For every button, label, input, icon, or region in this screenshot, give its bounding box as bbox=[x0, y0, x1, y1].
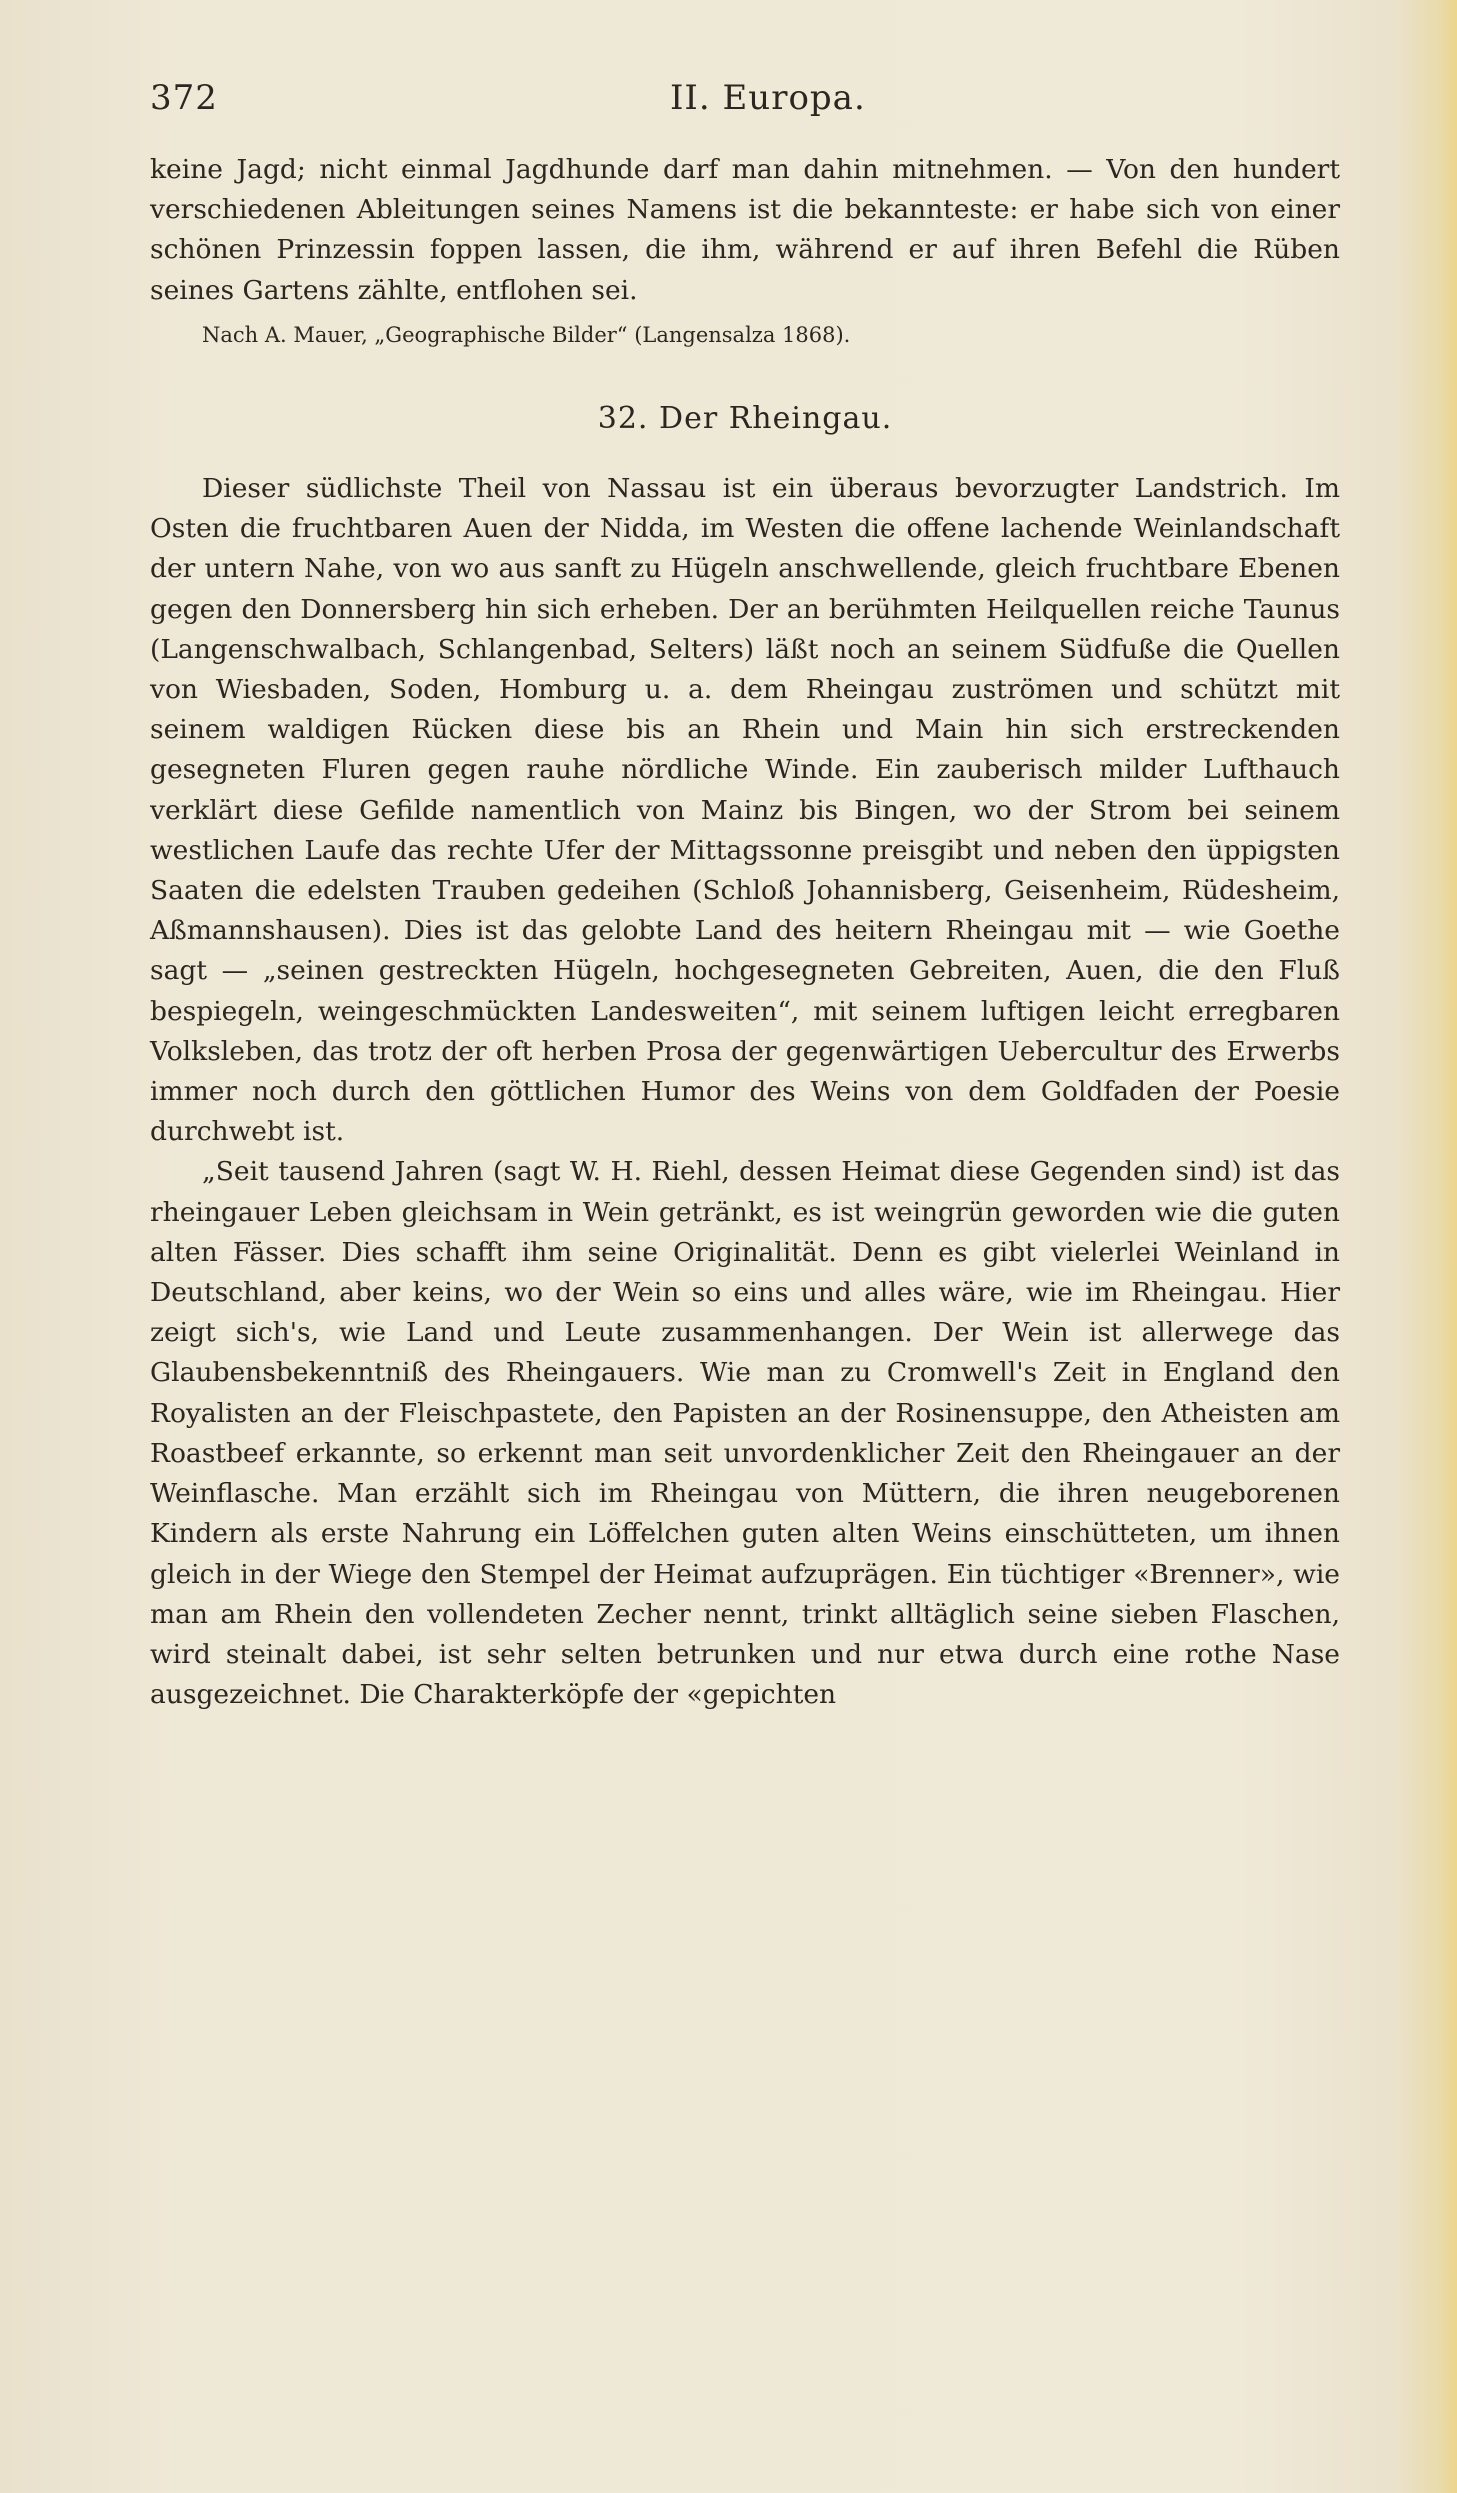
section-number: 32. bbox=[597, 400, 649, 436]
section-paragraph-2: „Seit tausend Jahren (sagt W. H. Riehl, dessen Heimat diese Gegenden sind) ist das rheingauer Leben gleichsam in Wein getränkt, es ist weingrün geworden wie die guten alten Fässer. Dies schafft ihm seine Originalität. Denn es gibt vielerlei Weinland in Deutschland, aber keins, wo der Wein so eins und alles wäre, wie im Rheingau. Hier zeigt sich's, wie Land und Leute zusammenhangen. Der Wein ist allerwege das Glaubensbekenntniß des Rheingauers. Wie man zu Cromwell's Zeit in England den Royalisten an der Fleischpastete, den Papisten an der Rosinensuppe, den Atheisten am Roastbeef erkannte, so erkennt man seit unvordenklicher Zeit den Rheingauer an der Weinflasche. Man erzählt sich im Rheingau von Müttern, die ihren neugeborenen Kindern als erste Nahrung ein Löffelchen guten alten Weins einschütteten, um ihnen gleich in der Wiege den Stempel der Heimat aufzuprägen. Ein tüchtiger «Brenner», wie man am Rhein den vollendeten Zecher nennt, trinkt alltäglich seine sieben Flaschen, wird steinalt dabei, ist sehr selten betrunken und nur etwa durch eine rothe Nase ausgezeichnet. Die Charakterköpfe der «gepichten bbox=[150, 1156, 1340, 1711]
running-title: II. Europa. bbox=[670, 78, 866, 118]
page-number: 372 bbox=[150, 78, 218, 118]
source-citation: Nach A. Mauer, „Geographische Bilder“ (Langensalza 1868). bbox=[202, 322, 851, 347]
page-edge-shading bbox=[1397, 0, 1457, 2493]
section-heading bbox=[150, 399, 1340, 439]
page-header bbox=[150, 78, 1350, 128]
section-title: Der Rheingau. bbox=[659, 400, 893, 436]
continuation-paragraph: keine Jagd; nicht einmal Jagdhunde darf man dahin mitnehmen. — Von den hundert verschiedenen Ableitungen seines Namens ist die bekannteste: er habe sich von einer schönen Prinzessin foppen lassen, die ihm, während er auf ihren Befehl die Rüben seines Gartens zählte, entflohen sei. bbox=[150, 154, 1340, 306]
page-content bbox=[150, 150, 1340, 1715]
section-paragraph-1: Dieser südlichste Theil von Nassau ist ein überaus bevorzugter Landstrich. Im Osten die fruchtbaren Auen der Nidda, im Westen die offene lachende Weinlandschaft der untern Nahe, von wo aus sanft zu Hügeln anschwellende, gleich fruchtbare Ebenen gegen den Donnersberg hin sich erheben. Der an berühmten Heilquellen reiche Taunus (Langenschwalbach, Schlangenbad, Selters) läßt noch an seinem Südfuße die Quellen von Wiesbaden, Soden, Homburg u. a. dem Rheingau zuströmen und schützt mit seinem waldigen Rücken diese bis an Rhein und Main hin sich erstreckenden gesegneten Fluren gegen rauhe nördliche Winde. Ein zauberisch milder Lufthauch verklärt diese Gefilde namentlich von Mainz bis Bingen, wo der Strom bei seinem westlichen Laufe das rechte Ufer der Mittagssonne preisgibt und neben den üppigsten Saaten die edelsten Trauben gedeihen (Schloß Johannisberg, Geisenheim, Rüdesheim, Aßmannshausen). Dies ist das gelobte Land des heitern Rheingau mit — wie Goethe sagt — „seinen gestreckten Hügeln, hochgesegneten Gebreiten, Auen, die den Fluß bespiegeln, weingeschmückten Landesweiten“, mit seinem luftigen leicht erregbaren Volksleben, das trotz der oft herben Prosa der gegenwärtigen Uebercultur des Erwerbs immer noch durch den göttlichen Humor des Weins von dem Goldfaden der Poesie durchwebt ist. bbox=[150, 473, 1340, 1148]
